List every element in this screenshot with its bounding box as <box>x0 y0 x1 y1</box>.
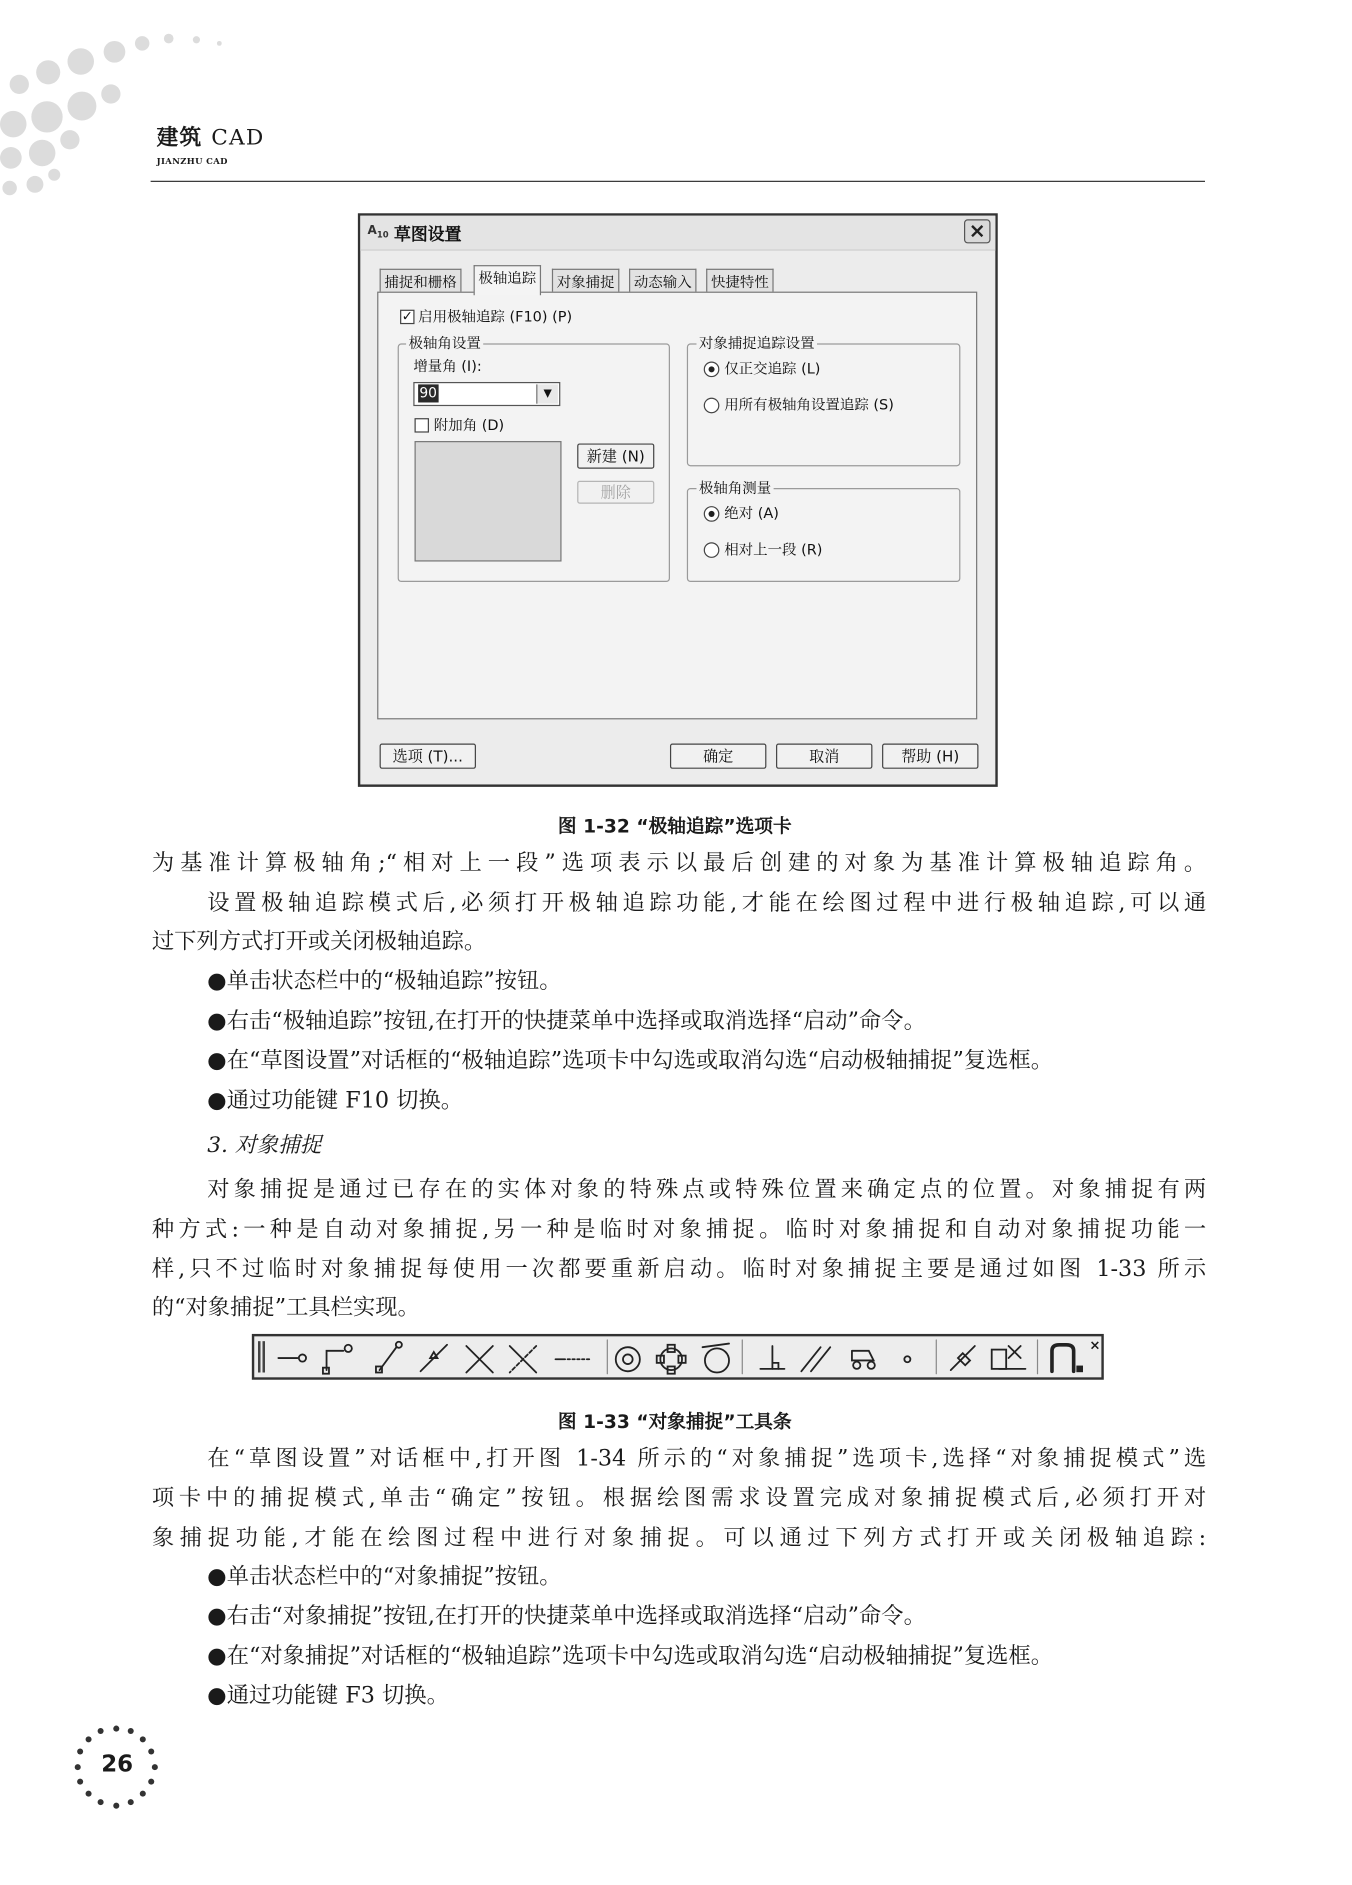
decoration-dot <box>164 34 174 44</box>
absolute-radio[interactable] <box>704 506 720 522</box>
checkmark-icon: ✓ <box>401 308 413 325</box>
absolute-label: 绝对 (A) <box>724 504 779 522</box>
delete-angle-button[interactable]: 删除 <box>577 481 654 504</box>
intersection-icon[interactable] <box>466 1346 493 1373</box>
app-icon-version: 10 <box>376 230 389 240</box>
page-number: 26 <box>101 1750 134 1778</box>
object-snap-toolbar <box>252 1334 1104 1380</box>
paragraph-line: 种方式:一种是自动对象捕捉,另一种是临时对象捕捉。临时对象捕捉和自动对象捕捉功能一 <box>151 1217 1207 1243</box>
tab-object-snap[interactable]: 对象捕捉 <box>552 269 619 294</box>
midpoint-icon[interactable] <box>421 1345 448 1372</box>
toolbar-icons <box>254 1336 1101 1377</box>
ok-button[interactable]: 确定 <box>670 743 766 768</box>
ornament-dot <box>113 1802 119 1808</box>
ornament-dot <box>77 1749 83 1755</box>
drafting-settings-dialog <box>358 213 998 787</box>
header-rule <box>151 181 1205 182</box>
ornament-dot <box>140 1791 146 1797</box>
ornament-dot <box>148 1778 154 1784</box>
increment-angle-combo[interactable] <box>413 382 560 406</box>
ornament-dot <box>127 1728 133 1734</box>
center-icon[interactable] <box>616 1347 640 1371</box>
header-title-latin: CAD <box>211 125 265 151</box>
enable-polar-checkbox[interactable] <box>400 310 414 324</box>
ornament-dot <box>140 1736 146 1742</box>
decoration-dot <box>217 41 222 46</box>
endpoint-icon[interactable] <box>376 1342 402 1373</box>
decoration-dot <box>67 48 94 75</box>
paragraph-line: 对象捕捉是通过已存在的实体对象的特殊点或特殊位置来确定点的位置。对象捕捉有两 <box>207 1177 1207 1203</box>
decoration-dot <box>0 111 27 138</box>
nearest-icon[interactable] <box>951 1346 975 1370</box>
bullet-item: ●在“草图设置”对话框的“极轴追踪”选项卡中勾选或取消勾选“启动极轴捕捉”复选框。 <box>207 1048 1054 1074</box>
paragraph-line: 的“对象捕捉”工具栏实现。 <box>151 1295 420 1321</box>
decoration-dot <box>104 41 126 63</box>
relative-to-last-radio[interactable] <box>704 542 720 558</box>
dialog-titlebar <box>360 216 995 251</box>
node-icon[interactable] <box>904 1356 910 1362</box>
paragraph-line: 象捕捉功能,才能在绘图过程中进行对象捕捉。可以通过下列方式打开或关闭极轴追踪: <box>151 1525 1207 1551</box>
figure-caption-1-32: 图 1-32 “极轴追踪”选项卡 <box>557 815 792 838</box>
insert-point-icon[interactable] <box>852 1351 875 1369</box>
ornament-dot <box>151 1764 157 1770</box>
bullet-item: ●右击“对象捕捉”按钮,在打开的快捷菜单中选择或取消选择“启动”命令。 <box>207 1603 926 1630</box>
paragraph-line: 项卡中的捕捉模式,单击“确定”按钮。根据绘图需求设置完成对象捕捉模式后,必须打开对 <box>151 1485 1207 1512</box>
figure-caption-1-33: 图 1-33 “对象捕捉”工具条 <box>557 1411 792 1433</box>
decoration-dot <box>193 36 200 43</box>
ornament-dot <box>98 1728 104 1734</box>
parallel-icon[interactable] <box>801 1347 830 1371</box>
paragraph-line: 过下列方式打开或关闭极轴追踪。 <box>151 929 487 955</box>
chevron-down-icon[interactable]: ▼ <box>536 384 558 403</box>
ornament-dot <box>85 1736 91 1742</box>
header-title-cn: 建筑 <box>156 125 203 151</box>
additional-angles-label: 附加角 (D) <box>433 416 505 434</box>
bullet-item: ●通过功能键 F10 切换。 <box>207 1088 464 1114</box>
close-icon: × <box>968 219 986 244</box>
tab-snap-and-grid[interactable]: 捕捉和栅格 <box>380 269 462 294</box>
ornament-dot <box>74 1764 80 1770</box>
additional-angles-list[interactable] <box>415 441 562 562</box>
paragraph-line: 设置极轴追踪模式后,必须打开极轴追踪功能,才能在绘图过程中进行极轴追踪,可以通 <box>207 890 1207 916</box>
toolbar-close-icon[interactable]: × <box>1089 1337 1101 1354</box>
ornament-dot <box>85 1791 91 1797</box>
decoration-dot <box>101 84 120 103</box>
tab-polar-tracking[interactable]: 极轴追踪 <box>474 265 541 295</box>
enable-polar-label: 启用极轴追踪 (F10) (P) <box>418 308 573 326</box>
close-button[interactable] <box>964 219 991 243</box>
app-icon-letter: A <box>367 224 377 238</box>
decoration-dot <box>36 60 60 84</box>
snap-from-icon[interactable] <box>323 1345 352 1374</box>
bullet-item: ●通过功能键 F3 切换。 <box>207 1683 449 1709</box>
help-button[interactable]: 帮助 (H) <box>882 743 978 768</box>
bullet-item: ●单击状态栏中的“对象捕捉”按钮。 <box>207 1564 562 1590</box>
quadrant-icon[interactable] <box>657 1345 686 1374</box>
object-snap-tracking-legend: 对象捕捉追踪设置 <box>696 333 817 353</box>
decoration-dot <box>29 140 56 167</box>
temporary-track-point-icon[interactable] <box>278 1354 306 1361</box>
bullet-item: ●单击状态栏中的“极轴追踪”按钮。 <box>207 968 562 995</box>
tab-quick-properties[interactable]: 快捷特性 <box>706 269 773 294</box>
snap-none-icon[interactable] <box>992 1346 1026 1369</box>
options-button[interactable]: 选项 (T)... <box>380 743 476 768</box>
increment-angle-value: 90 <box>419 384 437 402</box>
decoration-dot <box>0 147 22 169</box>
ornament-dot <box>98 1799 104 1805</box>
perpendicular-icon[interactable] <box>760 1346 784 1369</box>
paragraph-line: 为基准计算极轴角;“相对上一段”选项表示以最后创建的对象为基准计算极轴追踪角。 <box>151 850 1207 877</box>
paragraph-line: 样,只不过临时对象捕捉每使用一次都要重新启动。临时对象捕捉主要是通过如图 1-33 所示 <box>151 1256 1207 1283</box>
dialog-title: 草图设置 <box>394 225 462 245</box>
section-heading: 3. 对象捕捉 <box>207 1132 322 1159</box>
relative-to-last-label: 相对上一段 (R) <box>724 541 823 558</box>
running-header-subtitle: JIANZHU CAD <box>156 155 228 167</box>
bullet-item: ●在“对象捕捉”对话框的“极轴追踪”选项卡中勾选或取消勾选“启动极轴捕捉”复选框。 <box>207 1643 1054 1669</box>
decoration-dot <box>48 169 60 181</box>
cancel-button[interactable]: 取消 <box>776 743 872 768</box>
all-polar-angles-radio[interactable] <box>704 398 720 414</box>
autocad-app-icon <box>368 222 392 241</box>
tab-panel-polar-tracking <box>377 292 977 720</box>
osnap-settings-icon[interactable] <box>1052 1345 1082 1372</box>
ornament-dot <box>113 1725 119 1731</box>
decoration-dot <box>31 101 62 132</box>
tangent-icon[interactable] <box>703 1344 730 1373</box>
decoration-dot <box>67 92 96 121</box>
ornament-dot <box>127 1799 133 1805</box>
ornament-dot <box>148 1749 154 1755</box>
all-polar-angles-label: 用所有极轴角设置追踪 (S) <box>724 396 894 414</box>
decoration-dot <box>135 36 149 50</box>
tab-dynamic-input[interactable]: 动态输入 <box>629 269 696 294</box>
apparent-intersection-icon[interactable] <box>510 1346 537 1373</box>
increment-angle-label: 增量角 (I): <box>413 357 482 375</box>
polar-angle-measurement-legend: 极轴角测量 <box>696 477 773 497</box>
bullet-item: ●右击“极轴追踪”按钮,在打开的快捷菜单中选择或取消选择“启动”命令。 <box>207 1008 926 1034</box>
ornament-dot <box>77 1778 83 1784</box>
new-angle-button[interactable]: 新建 (N) <box>577 443 654 468</box>
decoration-dot <box>60 130 79 149</box>
orthogonal-only-radio[interactable] <box>704 362 720 378</box>
paragraph-line: 在“草图设置”对话框中,打开图 1-34 所示的“对象捕捉”选项卡,选择“对象捕捉模式”选 <box>207 1446 1207 1472</box>
running-header-title <box>157 121 265 152</box>
additional-angles-checkbox[interactable] <box>415 418 429 432</box>
decoration-dot <box>10 75 29 94</box>
decoration-dot <box>27 176 44 193</box>
orthogonal-only-label: 仅正交追踪 (L) <box>724 360 821 378</box>
decoration-dot <box>2 181 16 195</box>
polar-angle-settings-legend: 极轴角设置 <box>406 333 483 353</box>
